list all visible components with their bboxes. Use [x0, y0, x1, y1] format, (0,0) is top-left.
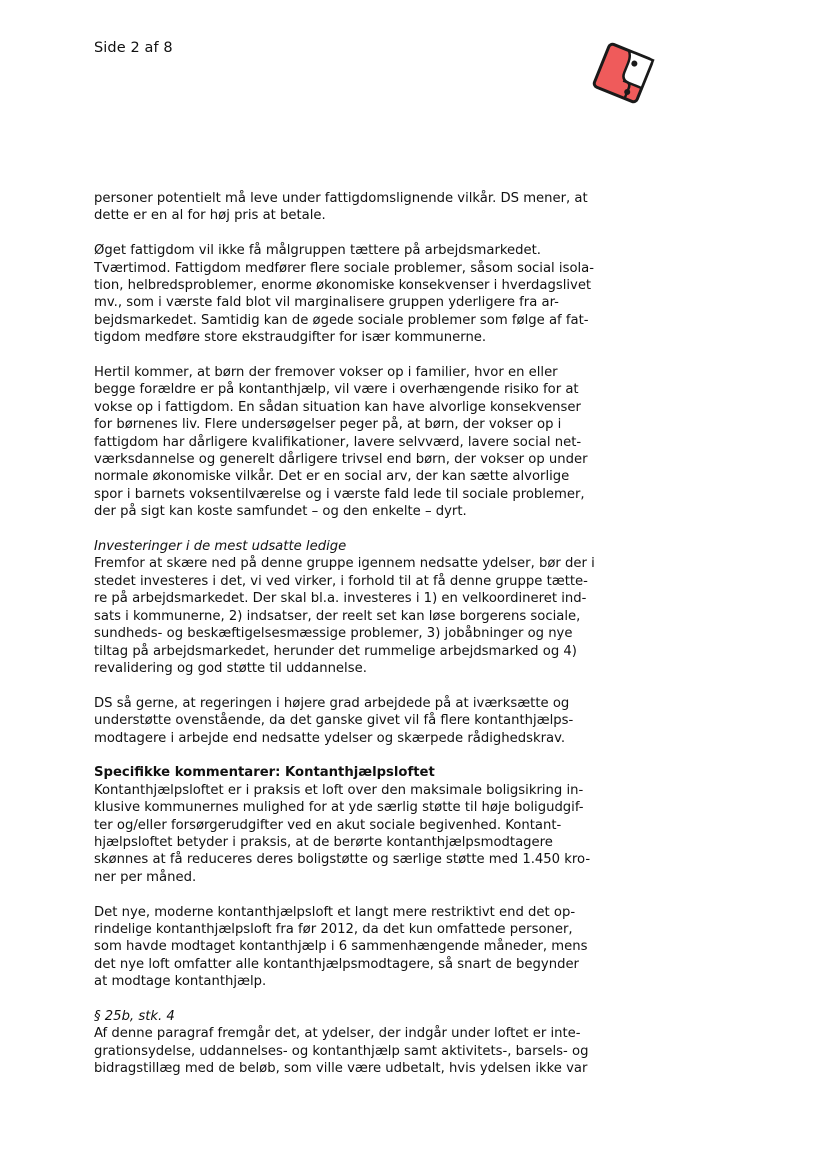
section-heading: Specifikke kommentarer: Kontanthjælpsloftet: [94, 765, 435, 781]
document-body: [94, 190, 654, 1078]
paragraph: Fremfor at skære ned på denne gruppe igennem nedsatte ydelser, bør der i stedet investeres i det, vi ved virker, i forhold til at få denne gruppe tætte- re på arbejdsmarkedet. Der skal bl.a. investeres i 1) en velkoordineret ind- sats i kommunerne, 2) indsatser, der reelt set kan løse borgerens sociale, sundheds- og beskæftigelsesmæssige problemer, 3) jobåbninger og nye tiltag på arbejdsmarkedet, herunder det rummelige arbejdsmarked og 4) revalidering og god støtte til uddannelse.: [94, 556, 595, 676]
paragraph: Øget fattigdom vil ikke få målgruppen tættere på arbejdsmarkedet. Tværtimod. Fattigdom medfører flere sociale problemer, såsom social isola- tion, helbredsproblemer, enorme økonomiske konsekvenser i hverdagslivet mv., som i værste fald blot vil marginalisere gruppen yderligere fra ar- bejdsmarkedet. Samtidig kan de øgede sociale problemer som følge af fat- tigdom medføre store ekstraudgifter for især kommunerne.: [94, 243, 595, 346]
section-heading: § 25b, stk. 4: [94, 1008, 175, 1024]
paragraph: personer potentielt må leve under fattigdomslignende vilkår. DS mener, at dette er en al for høj pris at betale.: [94, 191, 588, 224]
paragraph: Kontanthjælpsloftet er i praksis et loft over den maksimale boligsikring in- klusive kommunernes mulighed for at yde særlig støtte til høje boligudgif- ter og/eller forsørgerudgifter ved en akut sociale begivenhed. Kontant- hjælpsloftet betyder i praksis, at de berørte kontanthjælpsmodtagere skønnes at få reduceres deres boligstøtte og særlige støtte med 1.450 kro- ner per måned.: [94, 782, 591, 885]
page-number: Side 2 af 8: [94, 40, 173, 56]
paragraph: Hertil kommer, at børn der fremover vokser op i familier, hvor en eller begge forældre er på kontanthjælp, vil være i overhængende risiko for at vokse op i fattigdom. En sådan situation kan have alvorlige konsekvenser for børnenes liv. Flere undersøgelser peger på, at børn, der vokser op i fattigdom har dårligere kvalifikationer, lavere selvværd, lavere social net- værksdannelse og generelt dårligere trivsel end børn, der vokser op under normale økonomiske vilkår. Det er en social arv, der kan sætte alvorlige spor i barnets voksentilværelse og i værste fald lede til sociale problemer, der på sigt kan koste samfundet – og den enkelte – dyrt.: [94, 365, 588, 520]
paragraph: DS så gerne, at regeringen i højere grad arbejdede på at iværksætte og understøtte ovenstående, da det ganske givet vil få flere kontanthjælps- modtagere i arbejde end nedsatte ydelser og skærpede rådighedskrav.: [94, 695, 574, 746]
paragraph: Af denne paragraf fremgår det, at ydelser, der indgår under loftet er inte- grationsydelse, uddannelses- og kontanthjælp samt aktivitets-, barsels- og bidragstillæg med de beløb, som ville være udbetalt, hvis ydelsen ikke var: [94, 1026, 589, 1077]
section-heading: Investeringer i de mest udsatte ledige: [94, 539, 347, 555]
ds-logo-icon: [590, 40, 656, 106]
paragraph: Det nye, moderne kontanthjælpsloft et langt mere restriktivt end det op- rindelige kontanthjælpsloft fra før 2012, da det kun omfattede personer, som havde modtaget kontanthjælp i 6 sammenhængende måneder, mens det nye loft omfatter alle kontanthjælpsmodtagere, så snart de begynder at modtage kontanthjælp.: [94, 904, 588, 990]
